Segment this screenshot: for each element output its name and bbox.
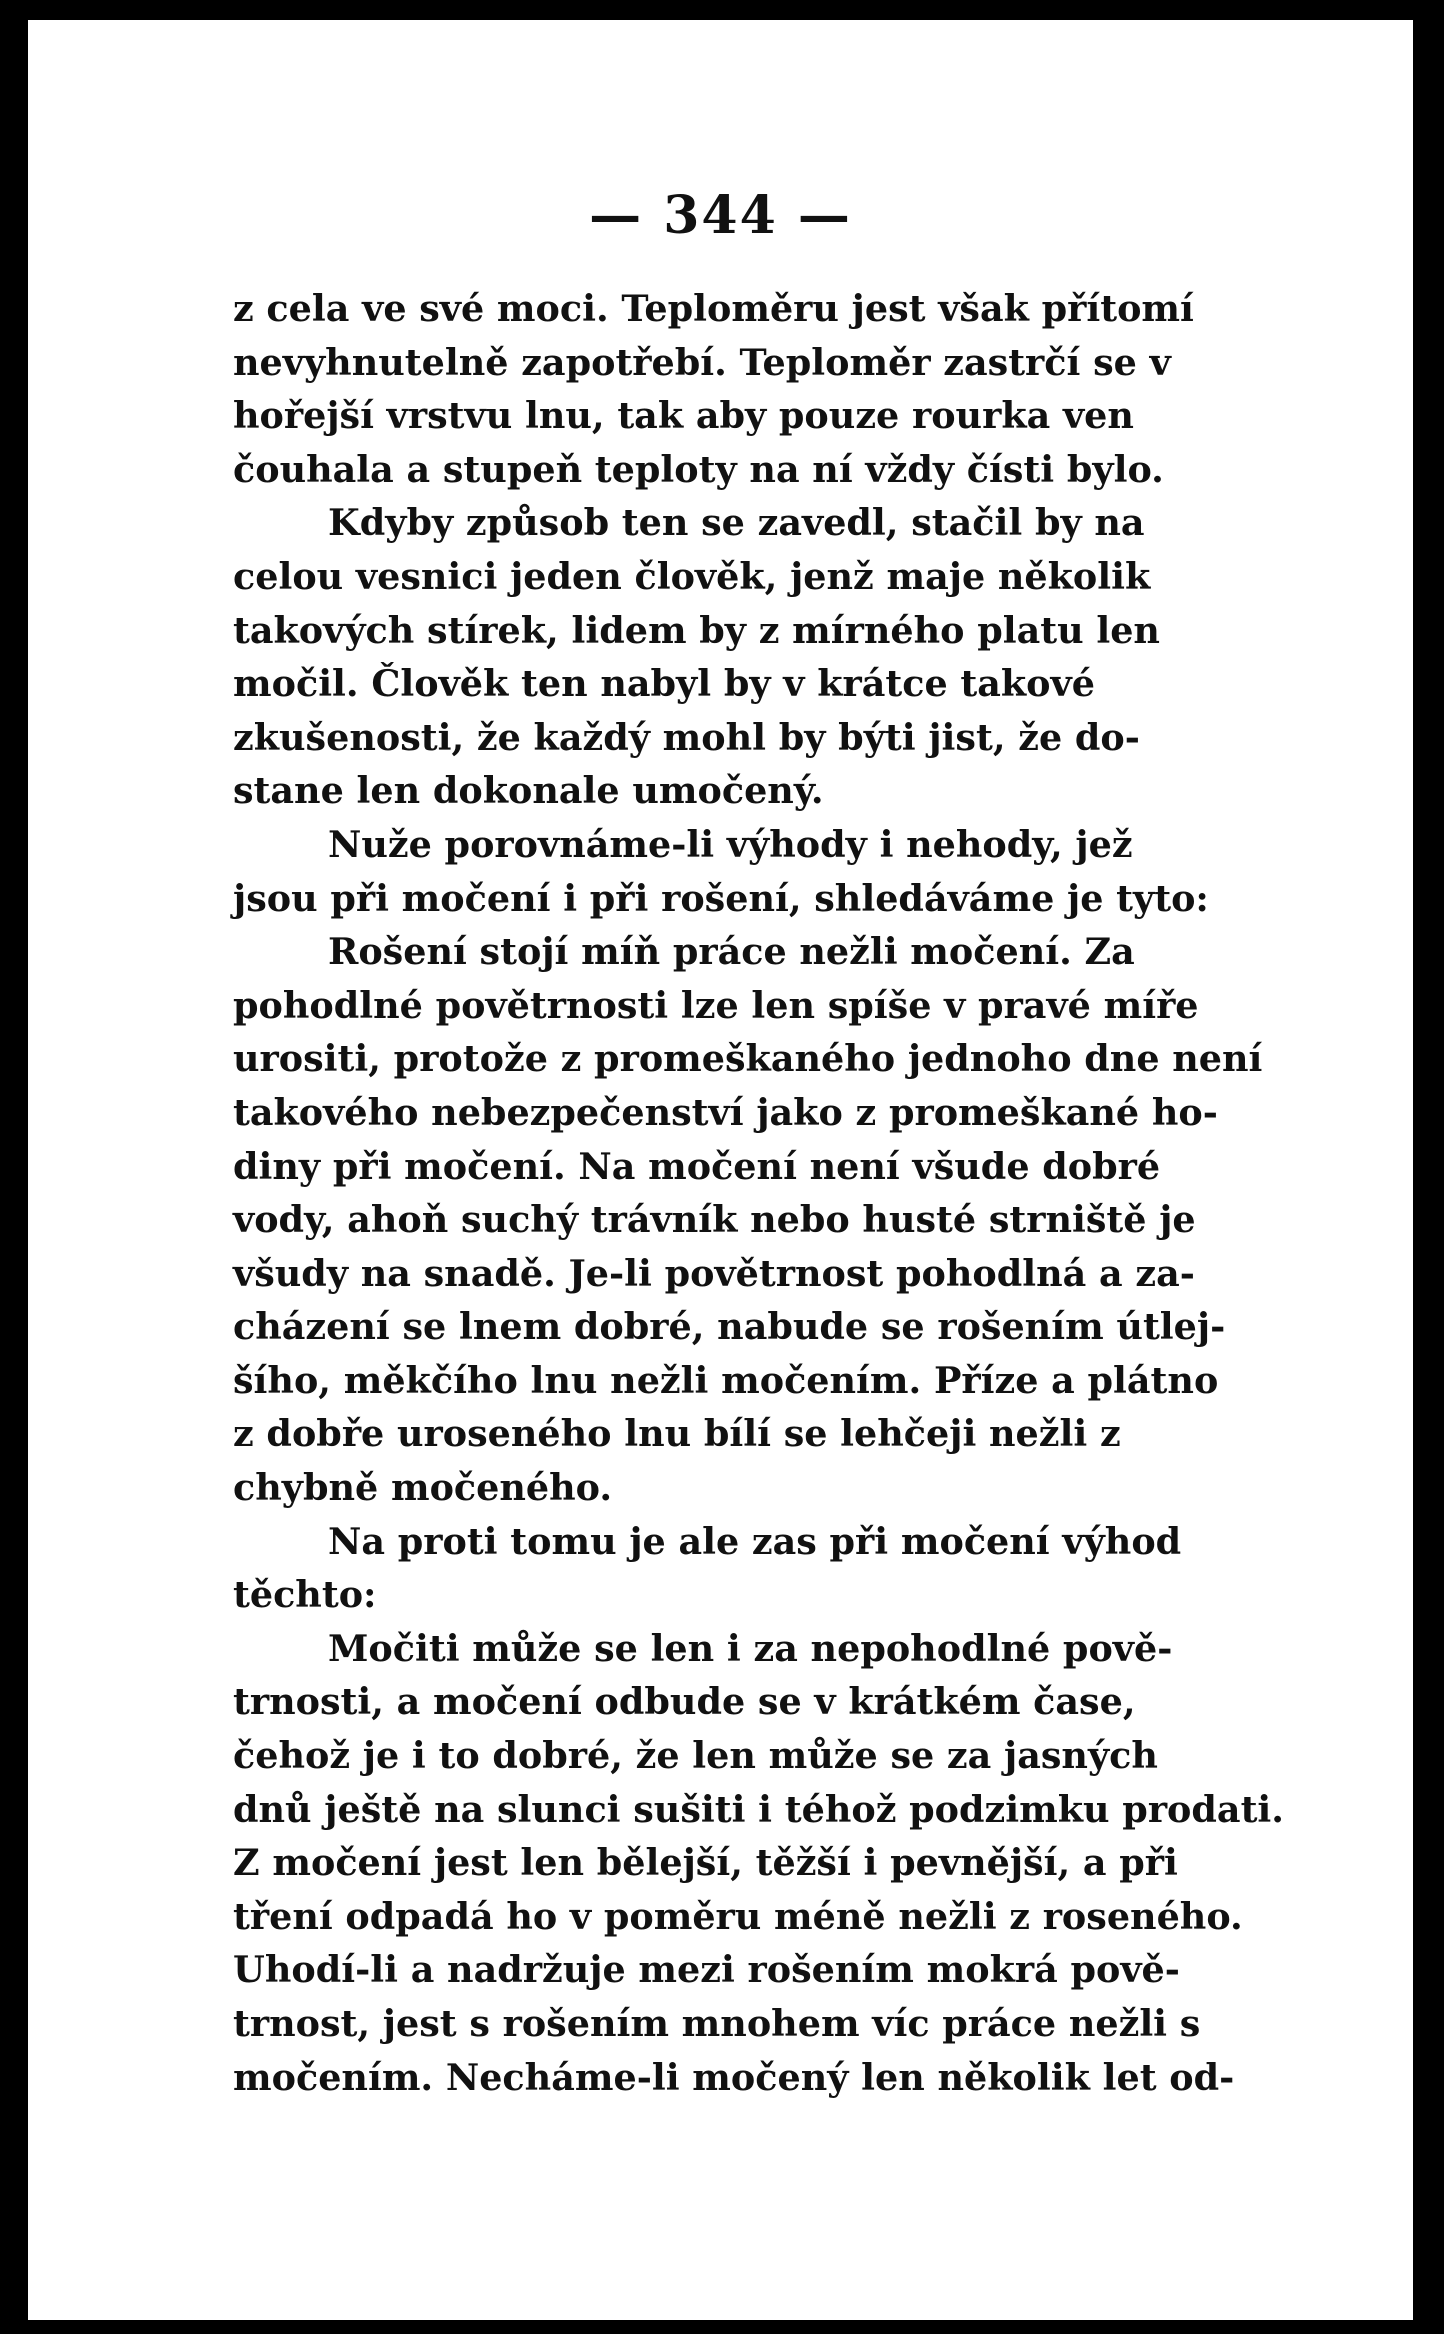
text-line: těchto: [233,1573,377,1617]
text-line: celou vesnici jeden člověk, jenž maje několik [233,554,1151,598]
text-line: šího, měkčího lnu nežli močením. Příze a plátno [233,1358,1219,1402]
text-line: čouhala a stupeň teploty na ní vždy čísti bylo. [233,447,1164,491]
text-line: z cela ve své moci. Teploměru jest však přítomí [233,287,1194,330]
text-line: trnost, jest s rošením mnohem víc práce nežli s [233,2002,1201,2045]
page-number: — 344 — [589,185,852,246]
text-line: hořejší vrstvu lnu, tak aby pouze rourka ven [233,394,1134,438]
text-line: Z močení jest len bělejší, těžší i pevnější, a při [233,1841,1178,1885]
text-line: čehož je i to dobré, že len může se za jasných [233,1734,1158,1778]
text-line: jsou při močení i při rošení, shledáváme je tyto: [233,876,1209,920]
text-line: diny při močení. Na močení není všude dobré [233,1144,1161,1188]
text-line: takových stírek, lidem by z mírného platu len [233,608,1160,652]
body-text [233,282,1298,2104]
text-line: močil. Člověk ten nabyl by v krátce takové [233,662,1095,706]
text-line: vody, ahoň suchý trávník nebo husté strniště je [233,1198,1196,1242]
text-line: takového nebezpečenství jako z promeškané ho- [233,1090,1218,1134]
text-line: Uhodí-li a nadržuje mezi rošením mokrá pově- [233,1948,1180,1992]
text-line: stane len dokonale umočený. [233,769,824,813]
text-line: urositi, protože z promeškaného jednoho dne není [233,1037,1263,1081]
text-line: cházení se lnem dobré, nabude se rošením útlej- [233,1305,1226,1349]
text-line: nevyhnutelně zapotřebí. Teploměr zastrčí se v [233,340,1171,384]
text-line: trnosti, a močení odbude se v krátkém čase, [233,1680,1136,1724]
text-line: Nuže porovnáme-li výhody i nehody, jež [328,822,1133,866]
text-line: zkušenosti, že každý mohl by býti jist, že do- [233,715,1140,759]
text-line: dnů ještě na slunci sušiti i téhož podzimku prodati. [233,1787,1284,1831]
text-line: Kdyby způsob ten se zavedl, stačil by na [328,501,1145,545]
text-line: tření odpadá ho v poměru méně nežli z roseného. [233,1894,1243,1938]
text-line: pohodlné povětrnosti lze len spíše v pravé míře [233,983,1199,1027]
text-line: z dobře uroseného lnu bílí se lehčeji nežli z [233,1412,1121,1456]
text-line: Močiti může se len i za nepohodlné pově- [328,1626,1173,1670]
text-line: chybně močeného. [233,1466,613,1510]
text-line: všudy na snadě. Je-li povětrnost pohodlná a za- [233,1251,1195,1295]
book-page [28,20,1413,2320]
text-line: Rošení stojí míň práce nežli močení. Za [328,930,1135,974]
text-line: Na proti tomu je ale zas při močení výhod [328,1519,1182,1563]
text-line: močením. Necháme-li močený len několik let od- [233,2055,1235,2099]
